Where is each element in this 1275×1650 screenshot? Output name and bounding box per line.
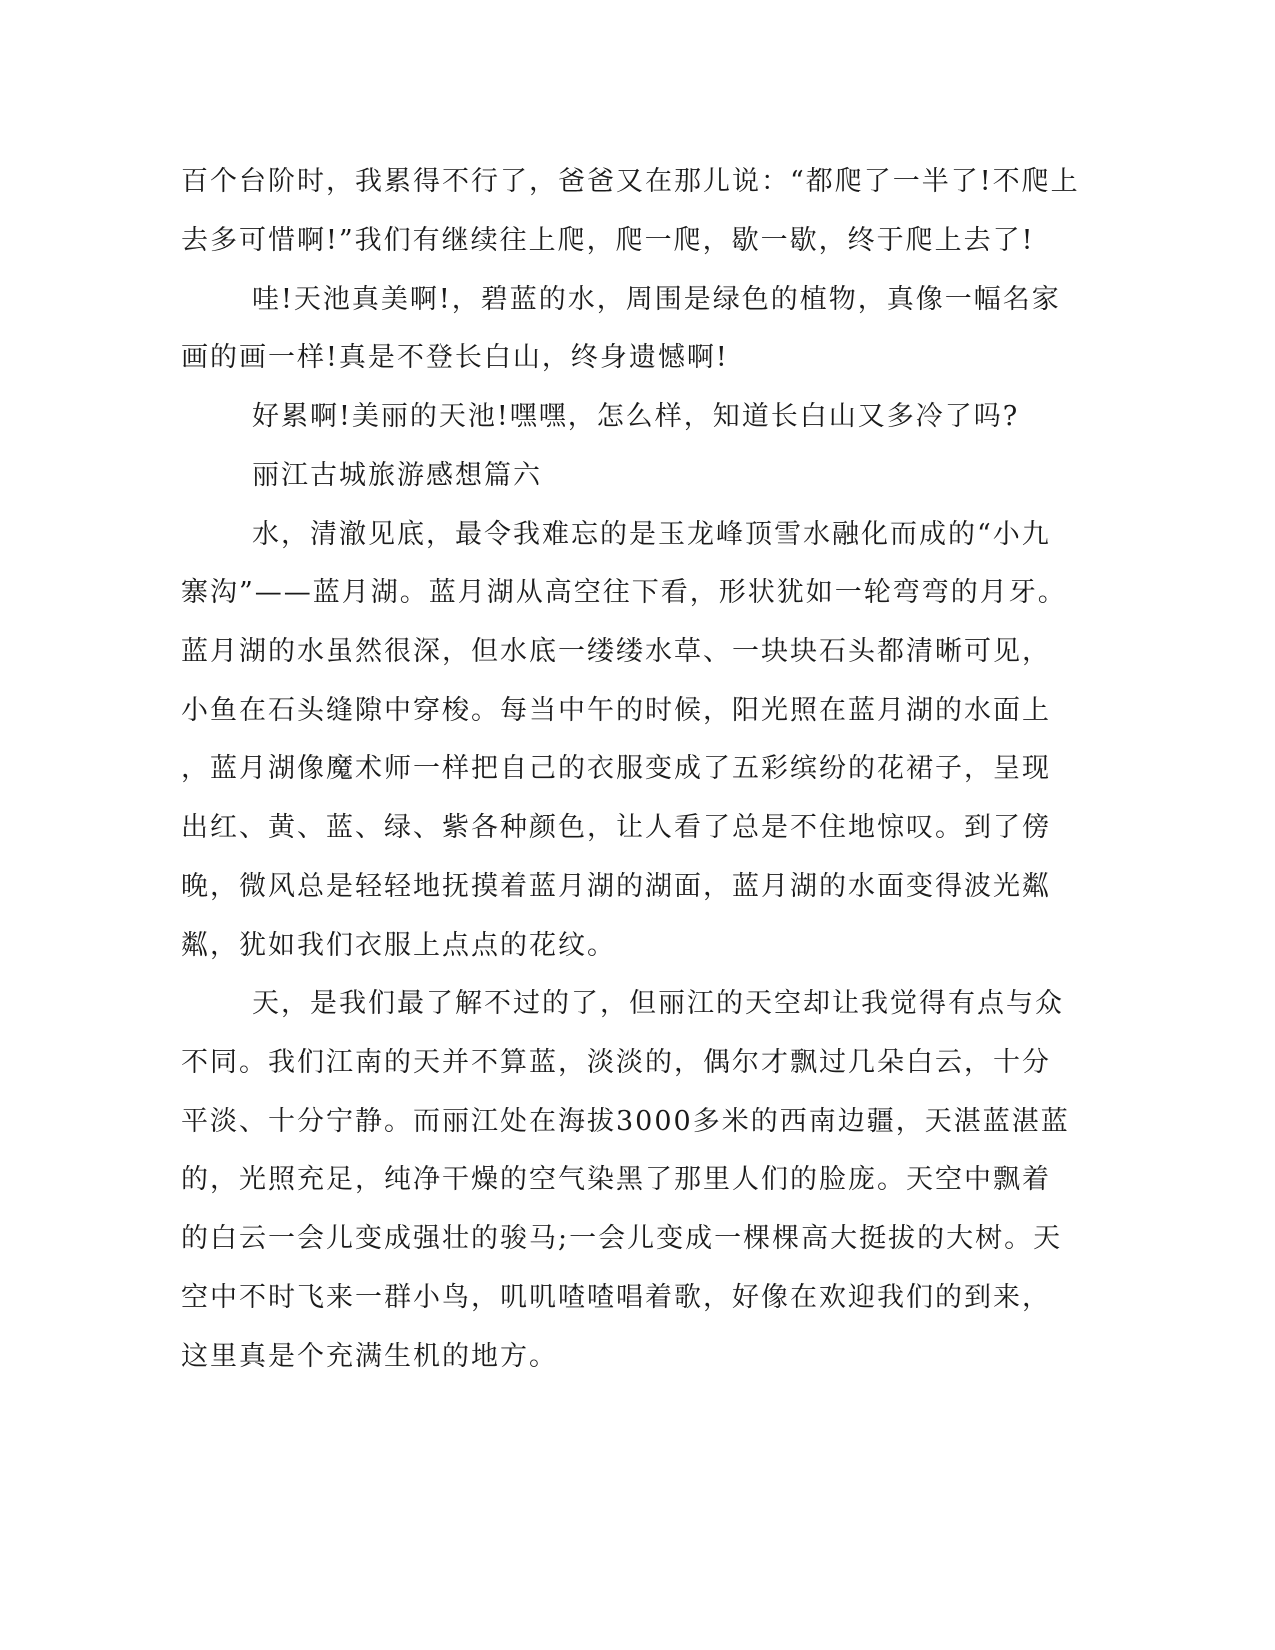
text-line: 好累啊!美丽的天池!嘿嘿，怎么样，知道长白山又多冷了吗? — [252, 401, 1020, 432]
text-line: 天，是我们最了解不过的了，但丽江的天空却让我觉得有点与众 — [252, 988, 1064, 1019]
text-line: 粼，犹如我们衣服上点点的花纹。 — [181, 930, 616, 961]
text-line: ，蓝月湖像魔术师一样把自己的衣服变成了五彩缤纷的花裙子，呈现 — [181, 753, 1051, 784]
text-line: 平淡、十分宁静。而丽江处在海拔3000多米的西南边疆，天湛蓝湛蓝 — [181, 1106, 1070, 1137]
text-line: 不同。我们江南的天并不算蓝，淡淡的，偶尔才飘过几朵白云，十分 — [181, 1047, 1051, 1078]
text-line: 小鱼在石头缝隙中穿梭。每当中午的时候，阳光照在蓝月湖的水面上 — [181, 695, 1051, 726]
text-line: 哇!天池真美啊!，碧蓝的水，周围是绿色的植物，真像一幅名家 — [252, 284, 1061, 315]
text-line: 出红、黄、蓝、绿、紫各种颜色，让人看了总是不住地惊叹。到了傍 — [181, 812, 1051, 843]
text-line: 蓝月湖的水虽然很深，但水底一缕缕水草、一块块石头都清晰可见， — [181, 636, 1051, 667]
text-line: 的白云一会儿变成强壮的骏马;一会儿变成一棵棵高大挺拔的大树。天 — [181, 1223, 1063, 1254]
text-line: 画的画一样!真是不登长白山，终身遗憾啊! — [181, 342, 729, 373]
text-line: 去多可惜啊!”我们有继续往上爬，爬一爬，歇一歇，终于爬上去了! — [181, 225, 1035, 256]
text-line: 空中不时飞来一群小鸟，叽叽喳喳唱着歌，好像在欢迎我们的到来， — [181, 1282, 1051, 1313]
text-line: 寨沟”——蓝月湖。蓝月湖从高空往下看，形状犹如一轮弯弯的月牙。 — [181, 577, 1067, 608]
text-line: 水，清澈见底，最令我难忘的是玉龙峰顶雪水融化而成的“小九 — [252, 519, 1051, 550]
text-line: 的，光照充足，纯净干燥的空气染黑了那里人们的脸庞。天空中飘着 — [181, 1164, 1051, 1195]
text-line: 晚，微风总是轻轻地抚摸着蓝月湖的湖面，蓝月湖的水面变得波光粼 — [181, 871, 1051, 902]
text-line: 这里真是个充满生机的地方。 — [181, 1341, 558, 1372]
section-heading: 丽江古城旅游感想篇六 — [252, 460, 542, 491]
text-line: 百个台阶时，我累得不行了，爸爸又在那儿说：“都爬了一半了!不爬上 — [181, 166, 1080, 197]
